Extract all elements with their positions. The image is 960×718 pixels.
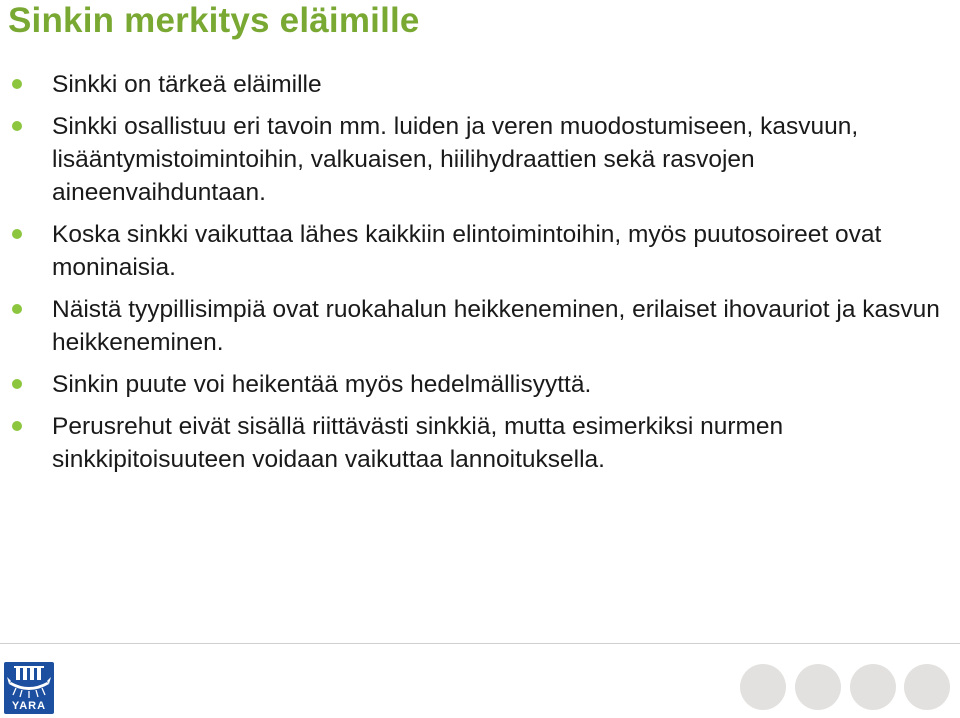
bullet-item	[0, 410, 960, 476]
decorative-circle	[904, 664, 950, 710]
decorative-circle	[850, 664, 896, 710]
bullet-item	[0, 110, 960, 209]
bullet-dot-icon	[12, 379, 22, 389]
footer-divider	[0, 643, 960, 644]
bullet-dot-icon	[12, 229, 22, 239]
decorative-circle	[740, 664, 786, 710]
yara-logo	[4, 662, 54, 714]
bullet-dot-icon	[12, 121, 22, 131]
bullet-dot-icon	[12, 79, 22, 89]
bullet-text: Sinkin puute voi heikentää myös hedelmällisyyttä.	[52, 371, 592, 398]
logo-text: YARA	[11, 700, 47, 712]
bullet-item	[0, 293, 960, 359]
bullet-text: Näistä tyypillisimpiä ovat ruokahalun heikkeneminen, erilaiset ihovauriot ja kasvun heikkeneminen.	[52, 296, 940, 356]
bullet-item	[0, 218, 960, 284]
bullet-text: Sinkki on tärkeä eläimille	[52, 71, 322, 98]
bullet-text: Sinkki osallistuu eri tavoin mm. luiden ja veren muodostumiseen, kasvuun, lisääntymistoimintoihin, valkuaisen, hiilihydraattien sekä rasvojen aineenvaihduntaan.	[52, 113, 859, 206]
slide-title: Sinkin merkitys eläimille	[8, 1, 420, 40]
bullet-dot-icon	[12, 421, 22, 431]
bullet-text: Perusrehut eivät sisällä riittävästi sinkkiä, mutta esimerkiksi nurmen sinkkipitoisuuteen voidaan vaikuttaa lannoituksella.	[52, 413, 784, 473]
bullet-item	[0, 368, 960, 401]
bullet-list	[0, 68, 960, 485]
bullet-dot-icon	[12, 304, 22, 314]
decorative-circle	[795, 664, 841, 710]
viking-ship-icon	[4, 662, 54, 700]
bullet-text: Koska sinkki vaikuttaa lähes kaikkiin elintoimintoihin, myös puutosoireet ovat moninaisia.	[52, 221, 882, 281]
bullet-item	[0, 68, 960, 101]
